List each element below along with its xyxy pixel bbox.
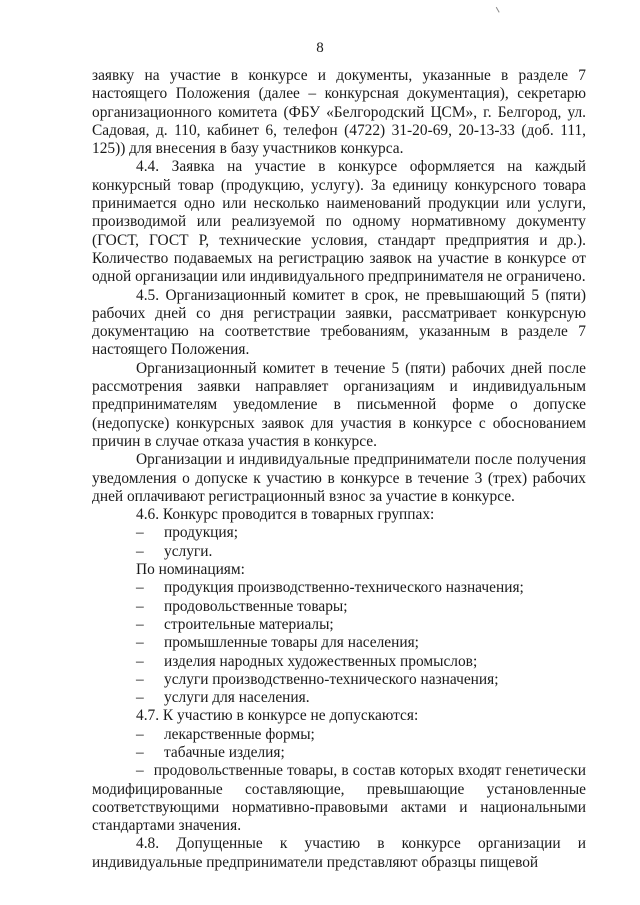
page-number: 8 — [316, 40, 324, 56]
dash-marker: – — [136, 579, 144, 597]
dash-marker: – — [136, 542, 144, 560]
product-groups-list — [92, 524, 586, 561]
dash-marker: – — [136, 670, 144, 688]
list-item: – услуги. — [136, 542, 213, 560]
list-item: – услуги производственно-технического назначения; — [136, 670, 499, 688]
nominations-list — [92, 579, 586, 707]
paragraph-registration-fee: Организации и индивидуальные предприниматели после получения уведомления о допуске к участию в конкурсе в течение 3 (трех) рабочих дней оплачивают регистрационный взнос за участие в конкурсе. — [92, 451, 586, 505]
list-item: – строительные материалы; — [136, 615, 334, 633]
dash-marker: – — [136, 689, 144, 707]
paragraph-4-5: 4.5. Организационный комитет в срок, не превышающий 5 (пяти) рабочих дней со дня регистрации заявки, рассматривает конкурсную документацию на соответствие требованиям, указанным в разделе 7 настоящего Положения. — [92, 286, 586, 359]
dash-marker: – — [136, 725, 144, 743]
list-item: – продовольственные товары; — [136, 597, 348, 615]
paragraph-4-7: 4.7. К участию в конкурсе не допускаются: — [136, 707, 419, 725]
list-item: – промышленные товары для населения; — [136, 634, 419, 652]
dash-marker: – — [136, 597, 144, 615]
paragraph-committee-notice: Организационный комитет в течение 5 (пяти) рабочих дней после рассмотрения заявки направляет организациям и индивидуальным предпринимателям уведомление в письменной форме о допуске (недопуске) конкурсных заявок для участия в конкурсе с обоснованием причин в случае отказа участия в конкурсе. — [92, 359, 586, 450]
paragraph-4-6: 4.6. Конкурс проводится в товарных группах: — [136, 506, 435, 524]
paragraph-gmo-exclusion: – продовольственные товары, в состав которых входят генетически модифицированные составляющие, превышающие установленные соответствующими нормативно-правовыми актами и национальными стандартами значения. — [92, 762, 586, 835]
list-item: – продукция производственно-технического назначения; — [136, 579, 524, 597]
dash-marker: – — [136, 524, 144, 542]
paragraph-nominations: По номинациям: — [136, 561, 245, 579]
list-item: – услуги для населения. — [136, 689, 310, 707]
document-body — [92, 67, 586, 872]
dash-marker: – — [136, 615, 144, 633]
list-item: – продукция; — [136, 524, 239, 542]
dash-marker: – — [136, 634, 144, 652]
list-item: – изделия народных художественных промыслов; — [136, 652, 478, 670]
dash-marker: – — [136, 652, 144, 670]
paragraph-4-4: 4.4. Заявка на участие в конкурсе оформляется на каждый конкурсный товар (продукцию, услугу). За единицу конкурсного товара принимается одно или несколько наименований продукции или услуги, производимой или реализуемой по одному нормативному документу (ГОСТ, ГОСТ Р, технические условия, стандарт предприятия и др.). Количество подаваемых на регистрацию заявок на участие в конкурсе от одной организации или индивидуального предпринимателя не ограничено. — [92, 158, 586, 286]
excluded-list — [92, 726, 586, 763]
paragraph-intro: заявку на участие в конкурсе и документы, указанные в разделе 7 настоящего Положения (далее – конкурсная документация), секретарю организационного комитета (ФБУ «Белгородский ЦСМ», г. Белгород, ул. Садовая, д. 110, кабинет 6, телефон (4722) 31-20-69, 20-13-33 (доб. 111, 125)) для внесения в базу участников конкурса. — [92, 67, 586, 158]
dash-marker: – — [136, 762, 144, 780]
list-item: – лекарственные формы; — [136, 725, 315, 743]
list-item: – табачные изделия; — [136, 743, 285, 761]
dash-marker: – — [136, 743, 144, 761]
paragraph-4-8: 4.8. Допущенные к участию в конкурсе организации и индивидуальные предприниматели представляют образцы пищевой — [92, 835, 586, 871]
scan-mark — [496, 5, 502, 12]
